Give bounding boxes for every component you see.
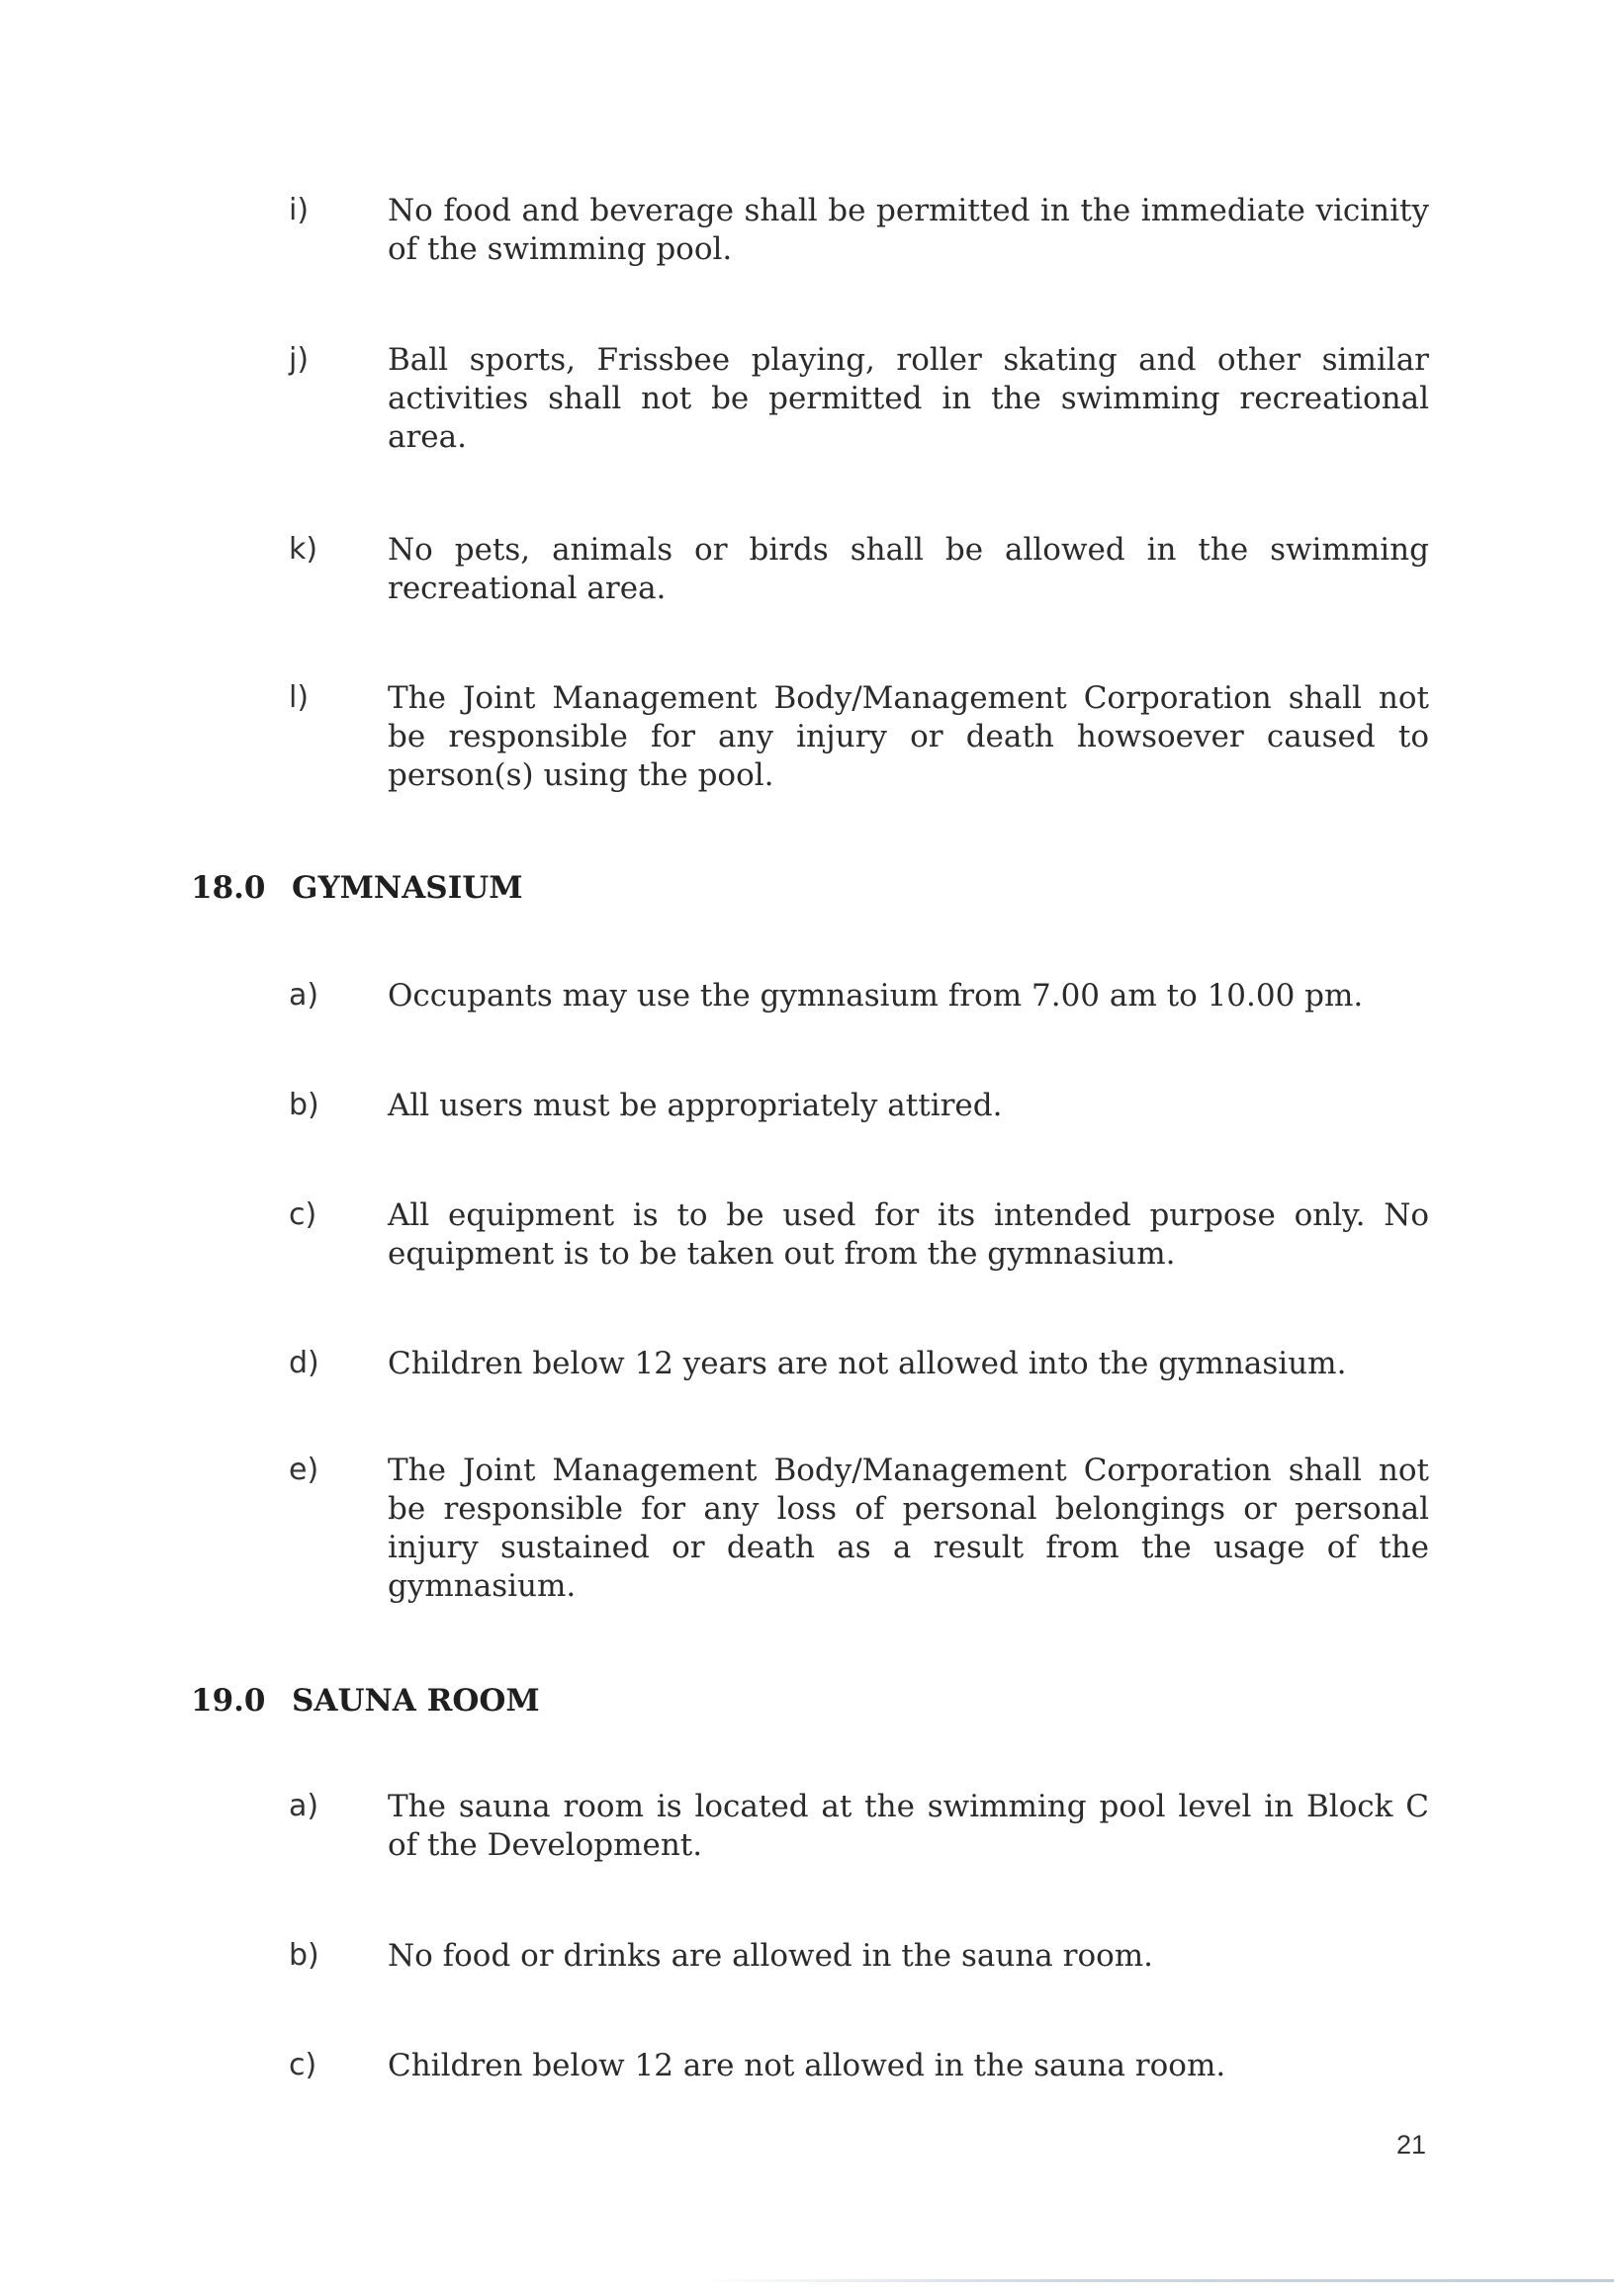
section-number: 19.0: [191, 1683, 266, 1719]
item-label: i): [289, 193, 310, 227]
item-text: The sauna room is located at the swimming pool level in Block C of the Development.: [388, 1789, 1429, 1863]
section-heading-sauna-room: [191, 1681, 540, 1721]
item-label: a): [289, 1789, 319, 1823]
item-text: No food and beverage shall be permitted in the immediate vicinity of the swimming pool.: [388, 193, 1429, 267]
section-number: 18.0: [191, 870, 266, 906]
item-text: The Joint Management Body/Management Corporation shall not be responsible for any loss of personal belongings or personal injury sustained or death as a result from the usage of the gymnasium.: [388, 1453, 1429, 1604]
scan-edge-line: [692, 2279, 1614, 2282]
item-text: No food or drinks are allowed in the sauna room.: [388, 1938, 1154, 1974]
item-label: c): [289, 1197, 317, 1232]
item-label: b): [289, 1938, 319, 1973]
item-text: All equipment is to be used for its intended purpose only. No equipment is to be taken out from the gymnasium.: [388, 1197, 1429, 1272]
item-label: l): [289, 680, 310, 715]
section-title: GYMNASIUM: [292, 870, 523, 906]
item-label: k): [289, 532, 318, 567]
item-label: c): [289, 2048, 317, 2082]
item-label: e): [289, 1453, 319, 1487]
page-number: 21: [1396, 2130, 1427, 2160]
section-title: SAUNA ROOM: [292, 1683, 540, 1719]
item-text: Children below 12 are not allowed in the sauna room.: [388, 2048, 1226, 2083]
item-label: j): [289, 342, 310, 377]
item-label: d): [289, 1346, 319, 1380]
item-label: a): [289, 978, 319, 1013]
section-heading-gymnasium: [191, 868, 523, 908]
item-text: Children below 12 years are not allowed into the gymnasium.: [388, 1346, 1347, 1381]
item-text: The Joint Management Body/Management Corporation shall not be responsible for any injury or death howsoever caused to person(s) using the pool.: [388, 680, 1429, 793]
item-text: Ball sports, Frissbee playing, roller skating and other similar activities shall not be permitted in the swimming recreational area.: [388, 342, 1429, 455]
item-text: All users must be appropriately attired.: [388, 1088, 1003, 1123]
item-text: No pets, animals or birds shall be allowed in the swimming recreational area.: [388, 532, 1429, 606]
item-text: Occupants may use the gymnasium from 7.00 am to 10.00 pm.: [388, 978, 1364, 1014]
item-label: b): [289, 1088, 319, 1122]
